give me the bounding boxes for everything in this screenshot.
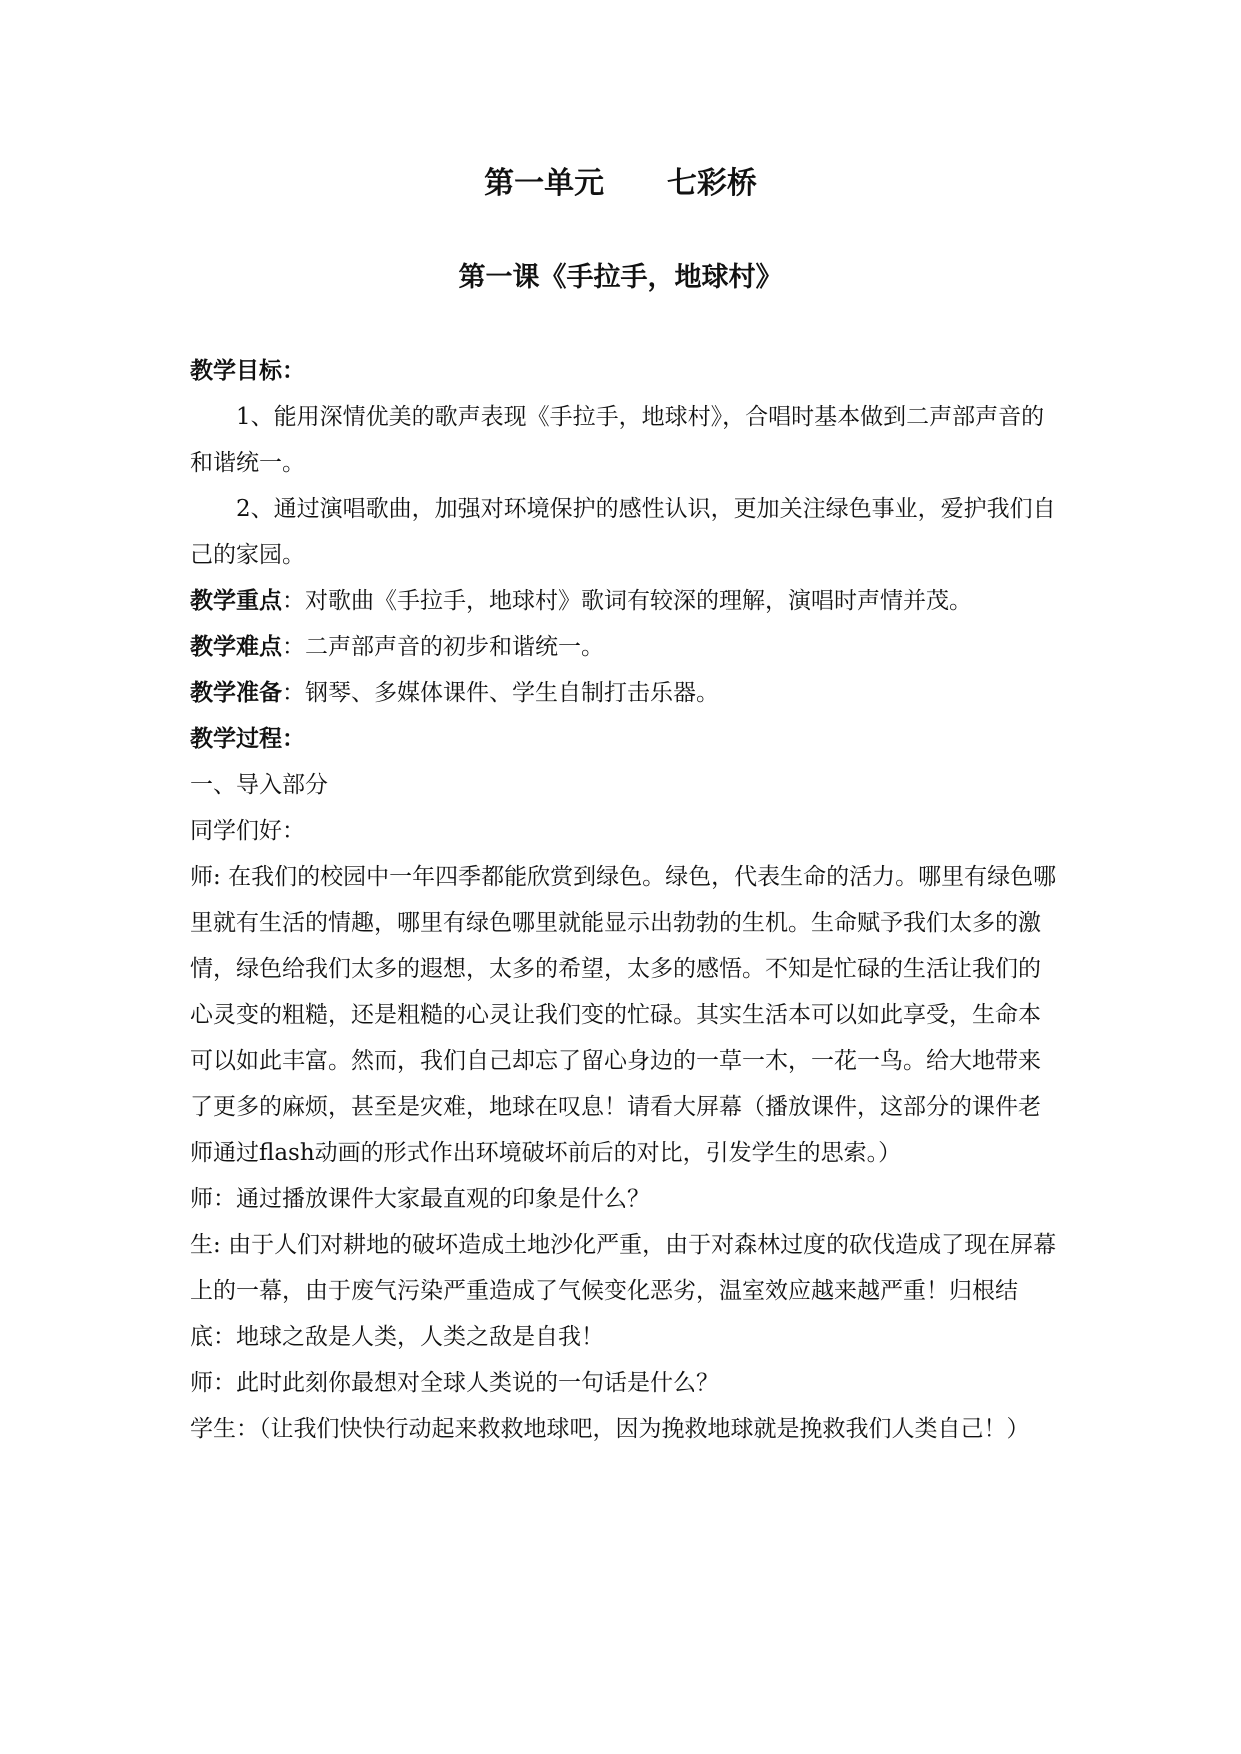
lesson-title: 第一课《手拉手，地球村》 (458, 262, 783, 293)
teacher-paragraph-3 (190, 1360, 1060, 1406)
student-paragraph-1 (190, 1222, 1060, 1360)
preparation-label: 教学准备 (190, 679, 282, 706)
unit-title: 第一单元 七彩桥 (484, 166, 757, 201)
teacher-paragraph-2 (190, 1176, 1060, 1222)
difficulty-text: ：二声部声音的初步和谐统一。 (282, 634, 604, 660)
teacher-text-2: 通过播放课件大家最直观的印象是什么？ (236, 1186, 650, 1212)
student-text-1: 由于人们对耕地的破坏造成土地沙化严重，由于对森林过度的砍伐造成了现在屏幕上的一幕，由于废气污染严重造成了气候变化恶劣，温室效应越来越严重！归根结底：地球之敌是人类，人类之敌是自我！ (190, 1232, 1057, 1350)
key-point-label: 教学重点 (190, 587, 282, 614)
speaker-label: 师： (190, 1186, 236, 1212)
speaker-label: 生: (190, 1232, 229, 1258)
greeting: 同学们好： (190, 818, 305, 844)
key-point-paragraph (190, 578, 1060, 624)
objectives-heading: 教学目标： (190, 357, 305, 384)
teacher-paragraph-1 (190, 854, 1060, 1176)
teacher-text-3: 此时此刻你最想对全球人类说的一句话是什么？ (236, 1370, 719, 1396)
speaker-label: 师: (190, 864, 229, 890)
section-intro: 一、导入部分 (190, 772, 328, 798)
preparation-paragraph (190, 670, 1060, 716)
objective-item-1: 1、能用深情优美的歌声表现《手拉手，地球村》，合唱时基本做到二声部声音的和谐统一。 (190, 404, 1045, 476)
process-heading: 教学过程： (190, 725, 305, 752)
difficulty-paragraph (190, 624, 1060, 670)
difficulty-label: 教学难点 (190, 633, 282, 660)
key-point-text: ：对歌曲《手拉手，地球村》歌词有较深的理解，演唱时声情并茂。 (282, 588, 972, 614)
document-body (190, 348, 1060, 1452)
student-text-2: （让我们快快行动起来救救地球吧，因为挽救地球就是挽救我们人类自己！） (259, 1416, 1030, 1442)
teacher-text-1: 在我们的校园中一年四季都能欣赏到绿色。绿色，代表生命的活力。哪里有绿色哪里就有生活的情趣，哪里有绿色哪里就能显示出勃勃的生机。生命赋予我们太多的激情，绿色给我们太多的遐想，太多的希望，太多的感悟。不知是忙碌的生活让我们的心灵变的粗糙，还是粗糙的心灵让我们变的忙碌。其实生活本可以如此享受，生命本可以如此丰富。然而，我们自己却忘了留心身边的一草一木，一花一鸟。给大地带来了更多的麻烦，甚至是灾难，地球在叹息！请看大屏幕（播放课件，这部分的课件老师通过flash动画的形式作出环境破坏前后的对比，引发学生的思索。） (190, 864, 1057, 1166)
speaker-label: 师： (190, 1370, 236, 1396)
student-paragraph-2 (190, 1406, 1060, 1452)
preparation-text: ：钢琴、多媒体课件、学生自制打击乐器。 (282, 680, 719, 706)
speaker-label: 学生： (190, 1416, 259, 1442)
objective-item-2: 2、通过演唱歌曲，加强对环境保护的感性认识，更加关注绿色事业，爱护我们自己的家园。 (190, 496, 1056, 568)
